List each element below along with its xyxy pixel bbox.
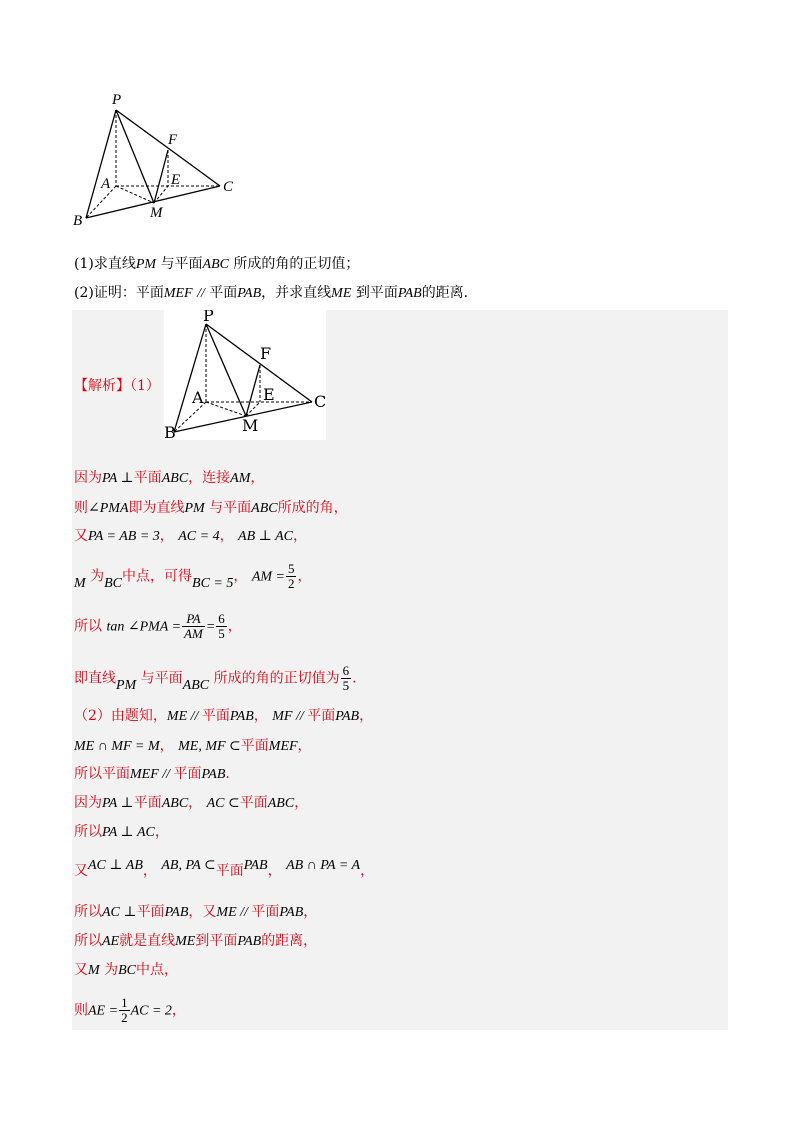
question-1: (1)求直线PM 与平面ABC 所成的角的正切值；: [74, 256, 360, 272]
label-E: E: [171, 172, 181, 188]
fraction: $\frac{6}{5}$: [342, 663, 350, 693]
answer-line: 则∠PMA即为直线PM 与平面ABC所成的角，: [74, 500, 348, 516]
answer-line: 所以平面MEF // 平面PAB.: [74, 766, 230, 782]
answer-line: 因为PA ⊥平面ABC，连接AM，: [74, 470, 265, 486]
answer-line: 所以AE就是直线ME到平面PAB的距离，: [74, 933, 318, 949]
answer-line: M 为BC中点，可得BC = 5， AM = $\frac{5}{2}$ ，: [74, 561, 312, 591]
fraction: $\frac{1}{2}$: [121, 995, 128, 1025]
answer-line: 又AC ⊥ AB， AB, PA ⊂平面PAB， AB ∩ PA = A，: [74, 858, 375, 879]
answer-line: ME ∩ MF = M， ME, MF ⊂平面MEF，: [74, 738, 312, 754]
label-B: B: [164, 423, 176, 440]
answer-line: 则AE = $\frac{1}{2}$ AC = 2，: [74, 995, 186, 1025]
label-M: M: [150, 205, 163, 221]
answer-line: 即直线PM 与平面ABC 所成的角的正切值为 $\frac{6}{5}$ .: [74, 663, 357, 693]
label-P: P: [203, 310, 214, 325]
geometry-figure-answer: [164, 310, 326, 440]
label-F: F: [168, 132, 178, 148]
fraction: $\frac{PA}{AM}$: [184, 611, 203, 641]
fraction: $\frac{5}{2}$: [287, 561, 295, 591]
answer-line: 又M 为BC中点，: [74, 962, 179, 978]
label-C: C: [223, 179, 234, 195]
label-E: E: [263, 385, 275, 404]
label-F: F: [260, 344, 272, 363]
label-A: A: [192, 388, 204, 407]
label-P: P: [112, 92, 122, 108]
answer-line: 所以AC ⊥平面PAB，又ME // 平面PAB，: [74, 904, 318, 920]
answer-header: 【解析】（1）: [74, 378, 160, 394]
answer-line: 所以 tan ∠PMA = $\frac{PA}{AM}$ = $\frac{6}{5}$ ，: [74, 611, 242, 641]
answer-line: 所以PA ⊥ AC，: [74, 824, 169, 840]
label-C: C: [314, 392, 326, 411]
answer-line: （2）由题知，ME // 平面PAB， MF // 平面PAB，: [74, 708, 374, 724]
label-A: A: [101, 176, 111, 192]
answer-line: 因为PA ⊥平面ABC， AC ⊂平面ABC，: [74, 795, 309, 811]
label-M: M: [242, 416, 259, 435]
geometry-figure-top: [70, 88, 250, 228]
fraction: $\frac{6}{5}$: [218, 611, 225, 641]
answer-line: 又PA = AB = 3， AC = 4， AB ⊥ AC，: [74, 528, 307, 544]
question-2: (2)证明：平面MEF // 平面PAB，并求直线ME 到平面PAB的距离.: [74, 285, 469, 301]
label-B: B: [73, 213, 83, 228]
